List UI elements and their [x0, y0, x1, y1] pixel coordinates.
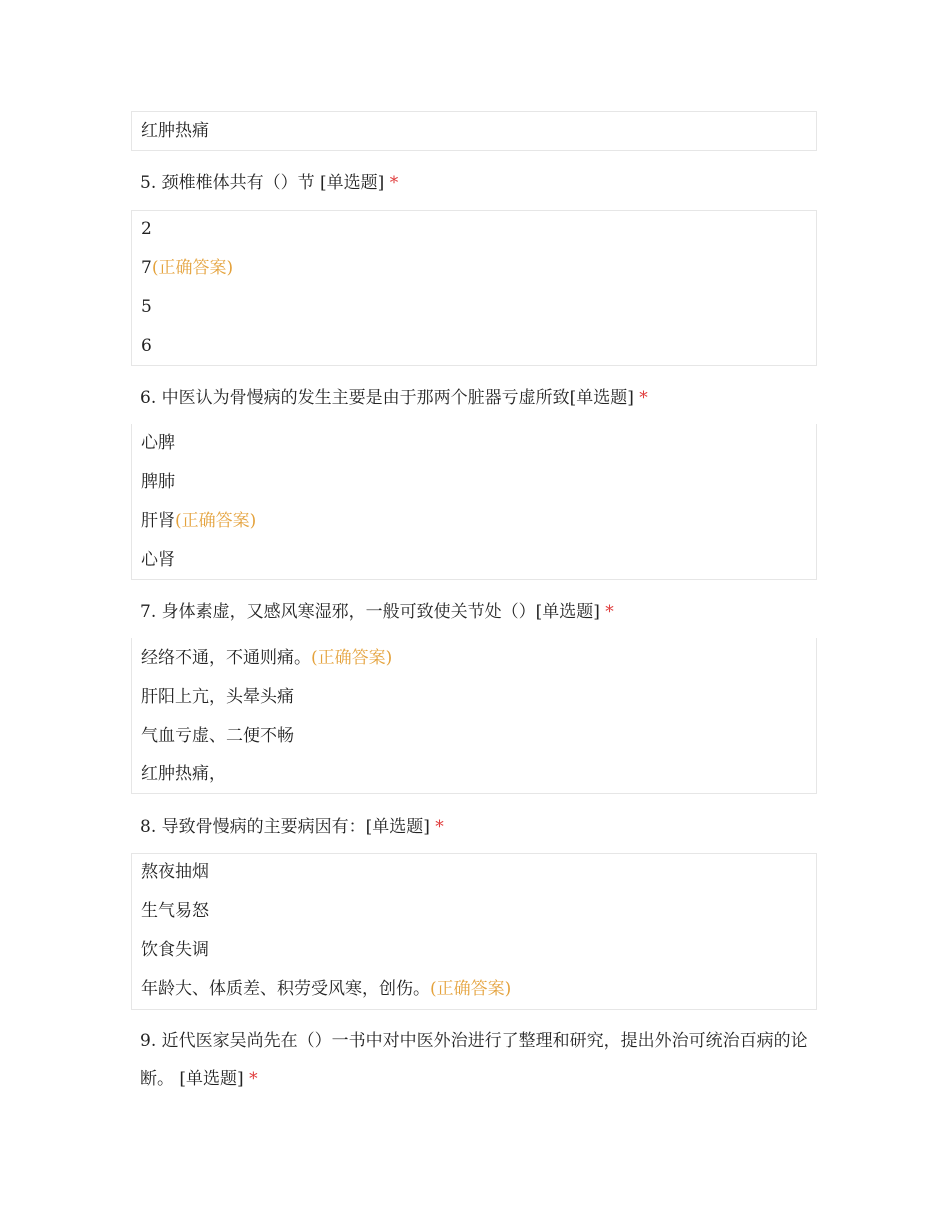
q7-option-3: 气血亏虚、二便不畅: [141, 726, 294, 746]
q6-title: [140, 388, 648, 408]
correct-answer-mark: (正确答案): [151, 258, 234, 278]
q5-option-2: [141, 258, 233, 278]
q4-options-box: [131, 111, 817, 151]
q6-title-text: 6. 中医认为骨慢病的发生主要是由于那两个脏器亏虚所致[单选题]: [140, 388, 634, 408]
q4-option-1: 红肿热痛: [141, 121, 209, 141]
required-mark: *: [605, 602, 614, 622]
q9-title: [140, 1022, 820, 1098]
q7-options-box: [131, 638, 817, 794]
q5-option-2-text: 7: [141, 258, 152, 278]
q6-option-1: 心脾: [141, 433, 175, 453]
q5-title: [140, 173, 398, 193]
q7-option-4: 红肿热痛，: [141, 764, 226, 784]
q5-option-3: 5: [141, 297, 152, 317]
q7-option-1: [141, 648, 392, 668]
q8-option-4-text: 年龄大、体质差、积劳受风寒，创伤。: [141, 979, 430, 999]
q8-title: [140, 817, 444, 837]
required-mark: *: [249, 1069, 258, 1089]
required-mark: *: [435, 817, 444, 837]
q7-option-2: 肝阳上亢，头晕头痛: [141, 687, 294, 707]
q8-title-text: 8. 导致骨慢病的主要病因有：[单选题]: [140, 817, 430, 837]
q6-option-2: 脾肺: [141, 472, 175, 492]
correct-answer-mark: (正确答案): [175, 511, 257, 531]
q6-option-3-text: 肝肾: [141, 511, 175, 531]
correct-answer-mark: (正确答案): [311, 648, 393, 668]
q7-title: [140, 602, 614, 622]
q5-options-box: [131, 210, 817, 366]
q6-options-box: [131, 424, 817, 580]
q8-option-3: 饮食失调: [141, 940, 209, 960]
q6-option-4: 心肾: [141, 550, 175, 570]
q8-option-4: [141, 979, 511, 999]
required-mark: *: [639, 388, 648, 408]
q5-option-4: 6: [141, 336, 152, 356]
q5-title-text: 5. 颈椎椎体共有（）节 [单选题]: [140, 173, 385, 193]
q8-options-box: [131, 853, 817, 1010]
q7-title-text: 7. 身体素虚，又感风寒湿邪，一般可致使关节处（）[单选题]: [140, 602, 600, 622]
correct-answer-mark: (正确答案): [430, 979, 512, 999]
q7-option-1-text: 经络不通，不通则痛。: [141, 648, 311, 668]
q9-title-text: 9. 近代医家吴尚先在（）一书中对中医外治进行了整理和研究，提出外治可统治百病的论断。 [单选题]: [140, 1031, 808, 1089]
required-mark: *: [389, 173, 399, 193]
q6-option-3: [141, 511, 256, 531]
q8-option-1: 熬夜抽烟: [141, 862, 209, 882]
q5-option-1: 2: [141, 219, 152, 239]
q8-option-2: 生气易怒: [141, 901, 209, 921]
